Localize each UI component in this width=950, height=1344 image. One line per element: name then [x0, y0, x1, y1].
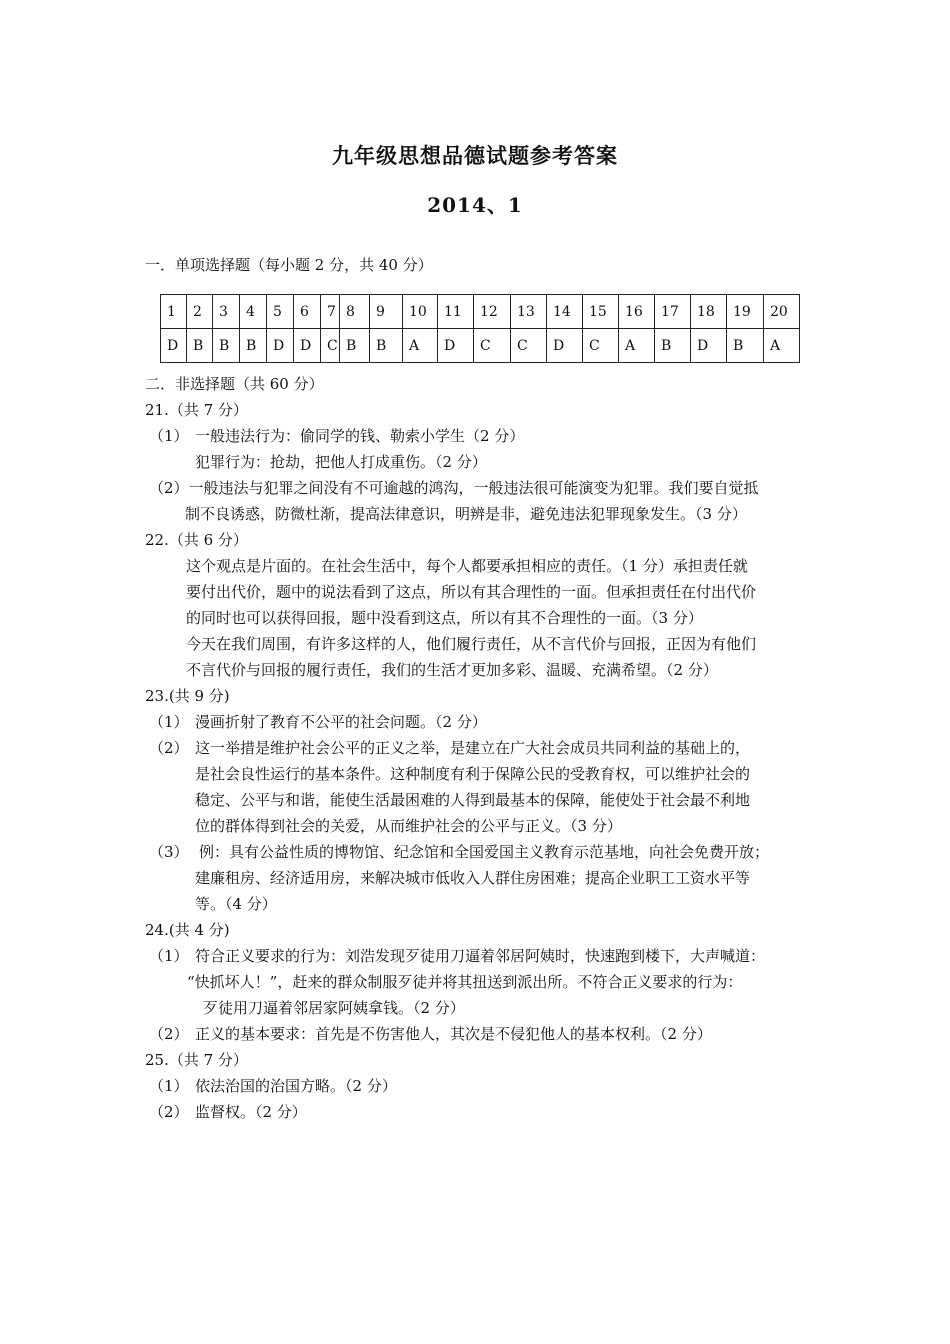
question-number-cell: 13 — [511, 295, 547, 329]
q25-part2-label: （2） — [149, 1103, 189, 1121]
q23-part2-line: 这一举措是维护社会公平的正义之举，是建立在广大社会成员共同利益的基础上的， — [195, 739, 751, 757]
q21-part1-label: （1） — [149, 427, 189, 445]
question-number-cell: 6 — [294, 295, 321, 329]
question-number-cell: 15 — [583, 295, 619, 329]
answer-cell: D — [438, 329, 474, 363]
document-date: 2014、1 — [427, 193, 523, 217]
question-number-cell: 4 — [240, 295, 267, 329]
answer-cell: B — [370, 329, 403, 363]
question-number-cell: 16 — [619, 295, 655, 329]
answer-cell: C — [321, 329, 340, 363]
q23-heading: 23.(共 9 分) — [145, 687, 230, 705]
q25-part1-line: 依法治国的治国方略。（2 分） — [195, 1077, 397, 1095]
answer-table-answer-row — [161, 329, 800, 363]
q21-part2-line: 制不良诱惑，防微杜渐，提高法律意识，明辨是非，避免违法犯罪现象发生。（3 分） — [185, 505, 747, 523]
q24-part1-line: 符合正义要求的行为：刘浩发现歹徒用刀逼着邻居阿姨时，快速跑到楼下，大声喊道： — [195, 947, 766, 965]
q24-part1-line: “快抓坏人！”，赶来的群众制服歹徒并将其扭送到派出所。不符合正义要求的行为： — [187, 973, 743, 991]
question-number-cell: 5 — [267, 295, 294, 329]
q23-part3-line: 例：具有公益性质的博物馆、纪念馆和全国爱国主义教育示范基地，向社会免费开放； — [199, 843, 770, 861]
answer-cell: D — [547, 329, 583, 363]
question-number-cell: 11 — [438, 295, 474, 329]
question-number-cell: 14 — [547, 295, 583, 329]
section2-heading: 二．非选择题（共 60 分） — [145, 375, 324, 393]
q22-line: 这个观点是片面的。在社会生活中，每个人都要承担相应的责任。（1 分）承担责任就 — [186, 557, 748, 575]
q23-part2-line: 稳定、公平与和谐，能使生活最困难的人得到最基本的保障，能使处于社会最不利地 — [195, 791, 751, 809]
q23-part1-line: 漫画折射了教育不公平的社会问题。（2 分） — [195, 713, 487, 731]
q25-part1-label: （1） — [149, 1077, 189, 1095]
q23-part1-label: （1） — [149, 713, 189, 731]
q23-part3-line: 建廉租房、经济适用房，来解决城市低收入人群住房困难；提高企业职工工资水平等 — [195, 869, 751, 887]
answer-cell: B — [187, 329, 213, 363]
answer-cell: B — [213, 329, 240, 363]
q24-part2-label: （2） — [149, 1025, 189, 1043]
answer-cell: B — [727, 329, 764, 363]
answer-cell: C — [583, 329, 619, 363]
q22-line: 今天在我们周围，有许多这样的人，他们履行责任，从不言代价与回报，正因为有他们 — [186, 635, 757, 653]
q22-line: 要付出代价，题中的说法看到了这点，所以有其合理性的一面。但承担责任在付出代价 — [186, 583, 757, 601]
answer-cell: C — [511, 329, 547, 363]
q22-heading: 22.（共 6 分） — [145, 531, 248, 549]
question-number-cell: 3 — [213, 295, 240, 329]
q24-part2-line: 正义的基本要求：首先是不伤害他人，其次是不侵犯他人的基本权利。（2 分） — [195, 1025, 712, 1043]
q21-part1-line: 犯罪行为：抢劫，把他人打成重伤。（2 分） — [195, 453, 487, 471]
answer-cell: A — [403, 329, 438, 363]
question-number-cell: 19 — [727, 295, 764, 329]
question-number-cell: 2 — [187, 295, 213, 329]
answer-cell: B — [240, 329, 267, 363]
q23-part2-label: （2） — [149, 739, 189, 757]
q23-part3-line: 等。（4 分） — [195, 895, 277, 913]
question-number-cell: 10 — [403, 295, 438, 329]
answer-cell: D — [691, 329, 727, 363]
answer-table-number-row — [161, 295, 800, 329]
q21-part2-line: （2）一般违法与犯罪之间没有不可逾越的鸿沟，一般违法很可能演变为犯罪。我们要自觉抵 — [149, 479, 759, 497]
answer-cell: D — [267, 329, 294, 363]
q22-line: 不言代价与回报的履行责任，我们的生活才更加多彩、温暖、充满希望。（2 分） — [186, 661, 718, 679]
question-number-cell: 18 — [691, 295, 727, 329]
q21-heading: 21.（共 7 分） — [145, 401, 248, 419]
page-title: 九年级思想品德试题参考答案 — [332, 143, 618, 168]
question-number-cell: 9 — [370, 295, 403, 329]
q23-part2-line: 位的群体得到社会的关爱，从而维护社会的公平与正义。（3 分） — [195, 817, 622, 835]
q23-part2-line: 是社会良性运行的基本条件。这种制度有利于保障公民的受教育权，可以维护社会的 — [195, 765, 751, 783]
q24-heading: 24.(共 4 分) — [145, 921, 230, 939]
answer-cell: D — [161, 329, 187, 363]
question-number-cell: 20 — [764, 295, 800, 329]
answer-cell: B — [340, 329, 370, 363]
question-number-cell: 7 — [321, 295, 340, 329]
q21-part1-line: 一般违法行为：偷同学的钱、勒索小学生（2 分） — [195, 427, 525, 445]
question-number-cell: 1 — [161, 295, 187, 329]
answer-cell: B — [655, 329, 691, 363]
q22-line: 的同时也可以获得回报，题中没看到这点，所以有其不合理性的一面。（3 分） — [186, 609, 703, 627]
q25-part2-line: 监督权。（2 分） — [195, 1103, 307, 1121]
section1-heading: 一．单项选择题（每小题 2 分，共 40 分） — [145, 256, 433, 274]
answer-cell: C — [474, 329, 511, 363]
question-number-cell: 12 — [474, 295, 511, 329]
q24-part1-label: （1） — [149, 947, 189, 965]
q24-part1-line: 歹徒用刀逼着邻居家阿姨拿钱。（2 分） — [203, 999, 465, 1017]
answer-cell: A — [619, 329, 655, 363]
answer-table — [160, 294, 800, 363]
q23-part3-label: （3） — [149, 843, 189, 861]
answer-cell: D — [294, 329, 321, 363]
question-number-cell: 8 — [340, 295, 370, 329]
q25-heading: 25.（共 7 分） — [145, 1051, 248, 1069]
answer-cell: A — [764, 329, 800, 363]
question-number-cell: 17 — [655, 295, 691, 329]
